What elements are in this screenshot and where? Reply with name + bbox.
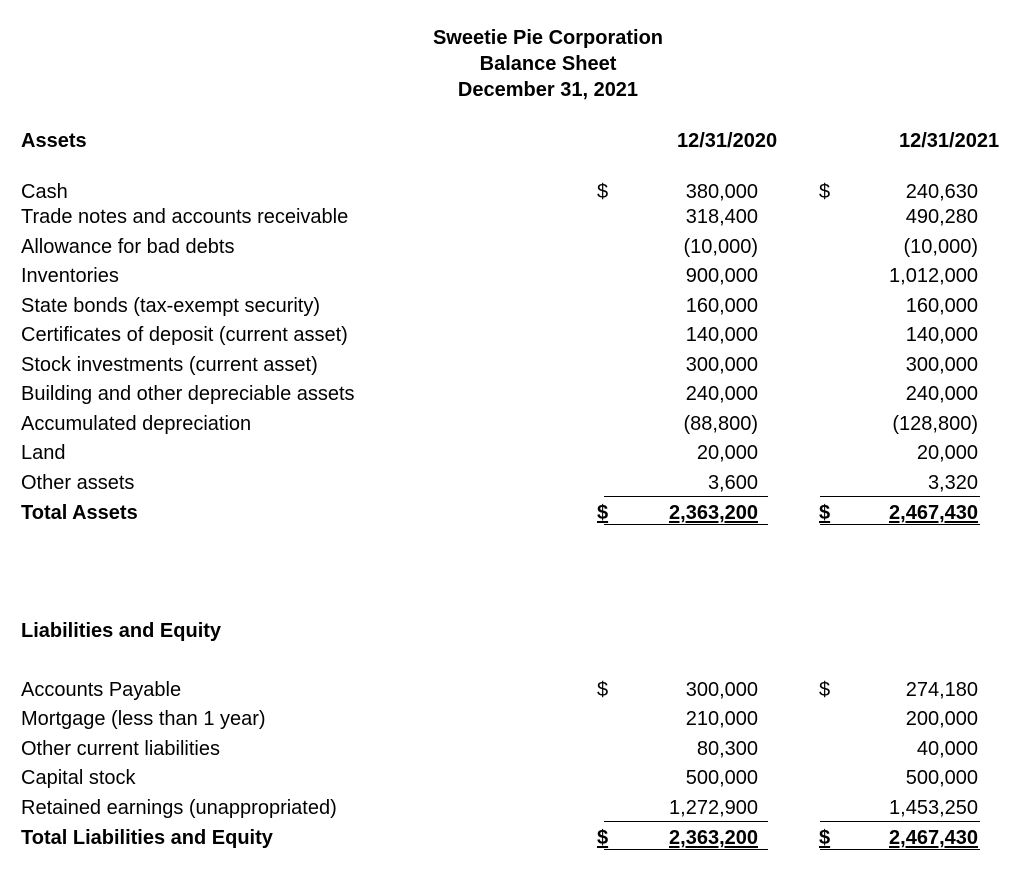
value-2020: 900,000 bbox=[685, 265, 758, 287]
currency-symbol: $ bbox=[597, 679, 609, 701]
subtotal-rule bbox=[820, 821, 980, 822]
value-2021: 300,000 bbox=[905, 354, 978, 376]
total-double-rule bbox=[604, 524, 768, 525]
subtotal-rule bbox=[604, 821, 768, 822]
liabilities-heading: Liabilities and Equity bbox=[21, 620, 222, 642]
value-2021: 500,000 bbox=[905, 767, 978, 789]
value-2020: (88,800) bbox=[683, 413, 758, 435]
value-2021: (10,000) bbox=[903, 236, 978, 258]
value-2020: 140,000 bbox=[685, 324, 758, 346]
value-2021: 20,000 bbox=[916, 442, 978, 464]
total-liabilities-equity-2021: 2,467,430 bbox=[889, 827, 978, 849]
value-2021: 1,012,000 bbox=[889, 265, 978, 287]
value-2021: 274,180 bbox=[905, 679, 978, 701]
column-header-2020: 12/31/2020 bbox=[677, 130, 778, 152]
subtotal-rule bbox=[820, 496, 980, 497]
total-assets-2020: 2,363,200 bbox=[669, 502, 758, 524]
value-2021: 160,000 bbox=[905, 295, 978, 317]
currency-symbol: $ bbox=[597, 181, 609, 203]
total-liabilities-equity-2020: 2,363,200 bbox=[669, 827, 758, 849]
total-double-rule bbox=[820, 849, 980, 850]
value-2020: 1,272,900 bbox=[669, 797, 758, 819]
value-2020: 240,000 bbox=[685, 383, 758, 405]
total-assets-2021: 2,467,430 bbox=[889, 502, 978, 524]
value-2020: 160,000 bbox=[685, 295, 758, 317]
row-label: Accumulated depreciation bbox=[21, 413, 252, 435]
value-2021: 240,630 bbox=[905, 181, 978, 203]
value-2020: 300,000 bbox=[685, 354, 758, 376]
statement-date: December 31, 2021 bbox=[457, 79, 639, 101]
value-2020: 318,400 bbox=[685, 206, 758, 228]
currency-symbol: $ bbox=[819, 181, 831, 203]
row-label: Inventories bbox=[21, 265, 119, 287]
value-2020: 500,000 bbox=[685, 767, 758, 789]
row-label: Other assets bbox=[21, 472, 135, 494]
currency-symbol: $ bbox=[597, 502, 609, 524]
value-2020: 20,000 bbox=[696, 442, 758, 464]
value-2020: 210,000 bbox=[685, 708, 758, 730]
value-2020: 380,000 bbox=[685, 181, 758, 203]
value-2021: 140,000 bbox=[905, 324, 978, 346]
total-assets-label: Total Assets bbox=[21, 502, 138, 524]
row-label: Cash bbox=[21, 181, 68, 203]
value-2020: (10,000) bbox=[683, 236, 758, 258]
value-2021: 490,280 bbox=[905, 206, 978, 228]
value-2021: 200,000 bbox=[905, 708, 978, 730]
assets-heading: Assets bbox=[21, 130, 87, 152]
value-2021: (128,800) bbox=[892, 413, 978, 435]
total-double-rule bbox=[820, 524, 980, 525]
row-label: Land bbox=[21, 442, 66, 464]
value-2020: 300,000 bbox=[685, 679, 758, 701]
value-2021: 40,000 bbox=[916, 738, 978, 760]
company-name: Sweetie Pie Corporation bbox=[432, 27, 664, 49]
subtotal-rule bbox=[604, 496, 768, 497]
value-2021: 3,320 bbox=[927, 472, 978, 494]
currency-symbol: $ bbox=[597, 827, 609, 849]
currency-symbol: $ bbox=[819, 502, 831, 524]
value-2020: 80,300 bbox=[696, 738, 758, 760]
value-2021: 240,000 bbox=[905, 383, 978, 405]
row-label: Accounts Payable bbox=[21, 679, 182, 701]
column-header-2021: 12/31/2021 bbox=[899, 130, 1000, 152]
currency-symbol: $ bbox=[819, 827, 831, 849]
value-2020: 3,600 bbox=[707, 472, 758, 494]
row-label: Other current liabilities bbox=[21, 738, 220, 760]
row-label: Building and other depreciable assets bbox=[21, 383, 355, 405]
total-liabilities-equity-label: Total Liabilities and Equity bbox=[21, 827, 273, 849]
currency-symbol: $ bbox=[819, 679, 831, 701]
total-double-rule bbox=[604, 849, 768, 850]
row-label: Retained earnings (unappropriated) bbox=[21, 797, 337, 819]
row-label: Trade notes and accounts receivable bbox=[21, 206, 349, 228]
row-label: Stock investments (current asset) bbox=[21, 354, 318, 376]
statement-title: Balance Sheet bbox=[479, 53, 617, 75]
row-label: Mortgage (less than 1 year) bbox=[21, 708, 266, 730]
row-label: Allowance for bad debts bbox=[21, 236, 235, 258]
row-label: State bonds (tax-exempt security) bbox=[21, 295, 321, 317]
value-2021: 1,453,250 bbox=[889, 797, 978, 819]
row-label: Certificates of deposit (current asset) bbox=[21, 324, 348, 346]
row-label: Capital stock bbox=[21, 767, 136, 789]
